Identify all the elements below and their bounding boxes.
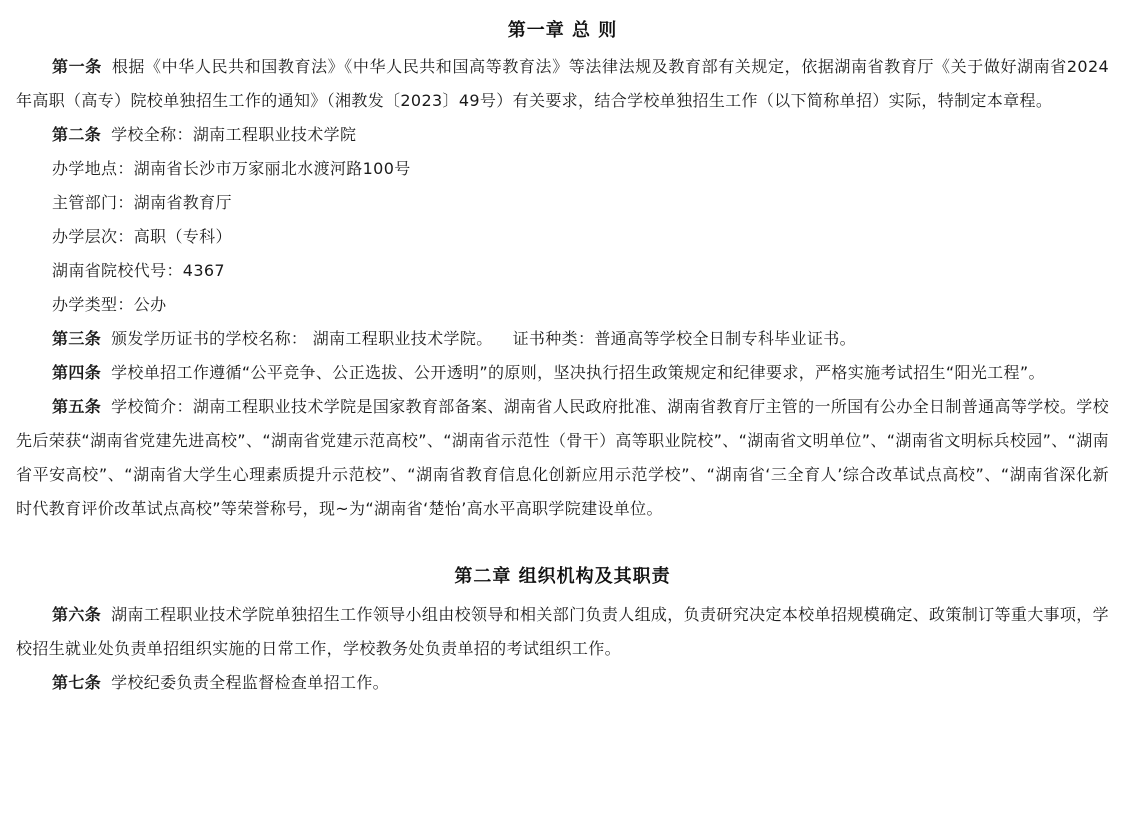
article-7-text: 学校纪委负责全程监督检查单招工作。 — [111, 673, 390, 692]
article-2-label: 第二条 — [52, 125, 102, 144]
chapter-1-title: 第一章 总 则 — [507, 20, 618, 41]
article-6-label: 第六条 — [52, 605, 102, 624]
article-3-text-a: 颁发学历证书的学校名称： 湖南工程职业技术学院。 — [111, 329, 493, 348]
school-code: 湖南省院校代号：4367 — [52, 261, 225, 280]
school-location: 办学地点：湖南省长沙市万家丽北水渡河路100号 — [52, 159, 411, 178]
article-7-label: 第七条 — [52, 673, 102, 692]
school-type: 办学类型：公办 — [52, 295, 167, 314]
article-2-text: 学校全称：湖南工程职业技术学院 — [111, 125, 357, 144]
article-5-label: 第五条 — [52, 397, 102, 416]
article-6-text: 湖南工程职业技术学院单独招生工作领导小组由校领导和相关部门负责人组成，负责研究决定本校单招规模确定、政策制订等重大事项，学校招生就业处负责单招组织实施的日常工作，学校教务处负责单招的考试组织工作。 — [16, 605, 1109, 658]
article-3-text-b: 证书种类：普通高等学校全日制专科毕业证书。 — [512, 329, 856, 348]
school-level: 办学层次：高职（专科） — [52, 227, 232, 246]
article-1-label: 第一条 — [52, 57, 102, 76]
article-7 — [16, 666, 1109, 700]
article-6 — [16, 598, 1109, 666]
chapter-2-title: 第二章 组织机构及其职责 — [454, 566, 671, 587]
article-5-text: 学校简介：湖南工程职业技术学院是国家教育部备案、湖南省人民政府批准、湖南省教育厅主管的一所国有公办全日制普通高等学校。学校先后荣获“湖南省党建先进高校”、“湖南省党建示范高校”、“湖南省示范性（骨干）高等职业院校”、“湖南省文明单位”、“湖南省文明标兵校园”、“湖南省平安高校”、“湖南省大学生心理素质提升示范校”、“湖南省教育信息化创新应用示范学校”、“湖南省‘三全育人’综合改革试点高校”、“湖南省深化新时代教育评价改革试点高校”等荣誉称号，现~为“湖南省‘楚怡’高水平高职学院建设单位。 — [16, 397, 1109, 518]
article-1-text: 根据《中华人民共和国教育法》《中华人民共和国高等教育法》等法律法规及教育部有关规定，依据湖南省教育厅《关于做好湖南省2024年高职（高专）院校单独招生工作的通知》（湘教发〔2023〕49号）有关要求，结合学校单独招生工作（以下简称单招）实际，特制定本章程。 — [16, 57, 1110, 110]
article-3-label: 第三条 — [52, 329, 102, 348]
article-4-label: 第四条 — [52, 363, 102, 382]
article-2 — [16, 118, 1109, 152]
article-3 — [16, 322, 1109, 356]
school-authority: 主管部门：湖南省教育厅 — [52, 193, 232, 212]
article-4 — [16, 356, 1109, 390]
article-1 — [16, 50, 1109, 118]
article-5 — [16, 390, 1109, 526]
article-4-text: 学校单招工作遵循“公平竞争、公正选拔、公开透明”的原则，坚决执行招生政策规定和纪律要求，严格实施考试招生“阳光工程”。 — [111, 363, 1045, 382]
